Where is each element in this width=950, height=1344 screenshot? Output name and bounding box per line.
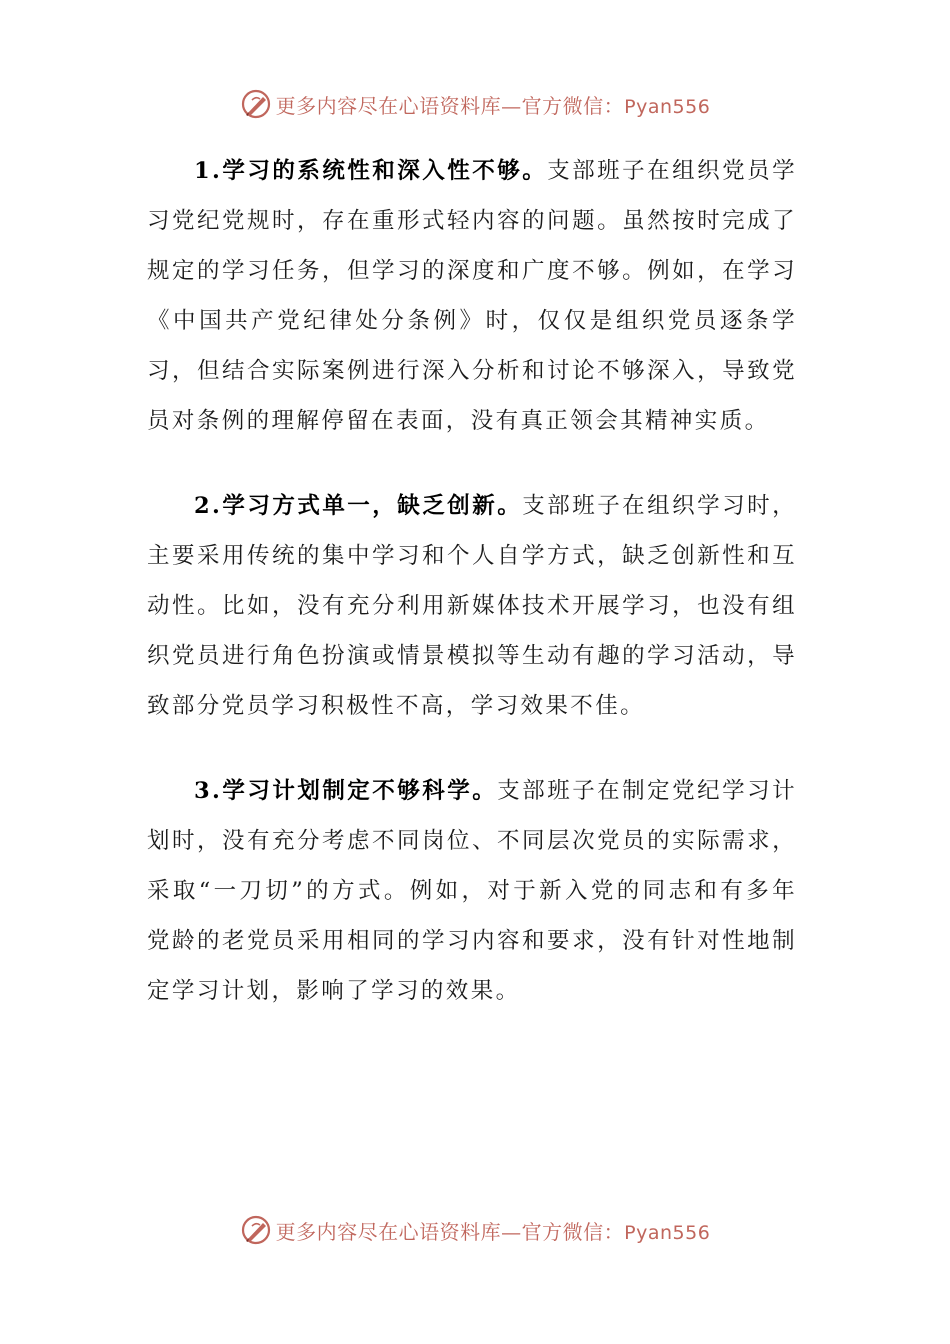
document-body <box>147 146 797 1051</box>
paragraph-2-text: 支部班子在组织学习时，主要采用传统的集中学习和个人自学方式，缺乏创新性和互动性。比如，没有充分利用新媒体技术开展学习，也没有组织党员进行角色扮演或情景模拟等生动有趣的学习活动，导致部分党员学习积极性不高，学习效果不佳。 <box>147 493 798 719</box>
paragraph-3-text: 支部班子在制定党纪学习计划时，没有充分考虑不同岗位、不同层次党员的实际需求，采取“一刀切”的方式。例如，对于新入党的同志和有多年党龄的老党员采用相同的学习内容和要求，没有针对性地制定学习计划，影响了学习的效果。 <box>147 778 797 1004</box>
header-banner-text: 更多内容尽在心语资料库—官方微信：Pyan556 <box>275 93 711 118</box>
pen-logo-icon <box>240 1214 272 1246</box>
paragraph-2 <box>147 481 797 731</box>
footer-banner <box>0 1210 950 1250</box>
paragraph-2-heading: 2.学习方式单一，缺乏创新。 <box>194 493 523 519</box>
header-banner <box>0 84 950 124</box>
pen-logo-icon <box>240 88 272 120</box>
paragraph-1-heading: 1.学习的系统性和深入性不够。 <box>194 158 548 184</box>
paragraph-3 <box>147 766 797 1016</box>
paragraph-1 <box>147 146 797 446</box>
paragraph-3-heading: 3.学习计划制定不够科学。 <box>194 778 498 804</box>
paragraph-1-text: 支部班子在组织党员学习党纪党规时，存在重形式轻内容的问题。虽然按时完成了规定的学习任务，但学习的深度和广度不够。例如，在学习《中国共产党纪律处分条例》时，仅仅是组织党员逐条学习，但结合实际案例进行深入分析和讨论不够深入，导致党员对条例的理解停留在表面，没有真正领会其精神实质。 <box>147 158 797 434</box>
footer-banner-text: 更多内容尽在心语资料库—官方微信：Pyan556 <box>275 1219 711 1244</box>
